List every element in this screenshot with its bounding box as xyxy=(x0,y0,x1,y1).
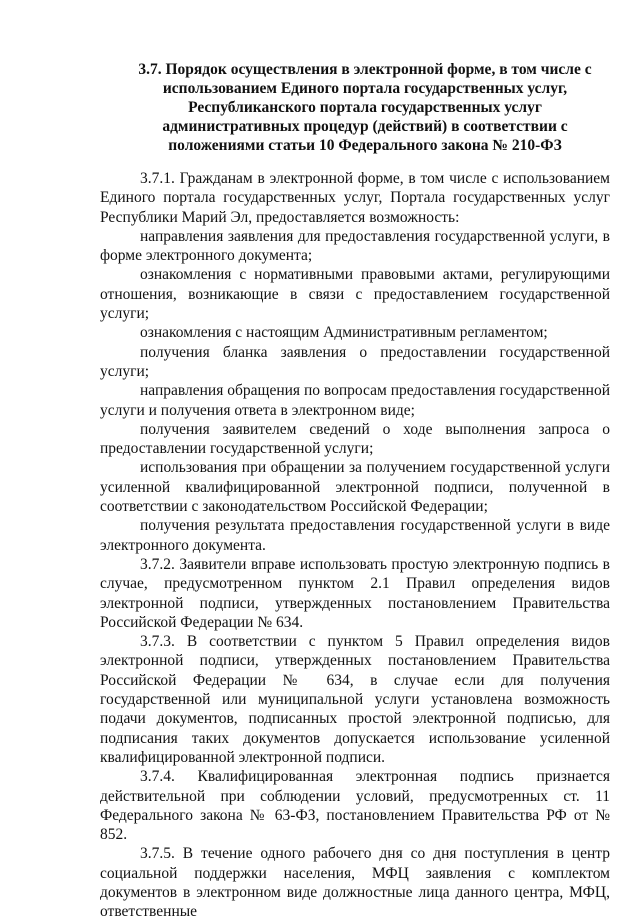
paragraph-3-7-1: 3.7.1. Гражданам в электронной форме, в том числе с использованием Единого портала государственных услуг, Портала государственных услуг Республики Марий Эл, предоставляется возможность: xyxy=(100,170,610,226)
paragraph-3-7-4: 3.7.4. Квалифицированная электронная подпись признается действительной при соблюдении условий, предусмотренных ст. 11 Федерального закона № 63-ФЗ, постановлением Правительства РФ от № 852. xyxy=(100,768,610,844)
list-item: направления обращения по вопросам предоставления государственной услуги и получения ответа в электронном виде; xyxy=(100,382,610,419)
section-body xyxy=(100,169,610,922)
paragraph-3-7-2: 3.7.2. Заявители вправе использовать простую электронную подпись в случае, предусмотренном пунктом 2.1 Правил определения видов электронной подписи, утвержденных постановлением Правительства Российской Федерации № 634. xyxy=(100,555,610,631)
list-item: использования при обращении за получением государственной услуги усиленной квалифицированной электронной подписи, полученной в соответствии с законодательством Российской Федерации; xyxy=(100,459,610,516)
list-item: получения заявителем сведений о ходе выполнения запроса о предоставлении государственной услуги; xyxy=(100,420,610,458)
list-item: ознакомления с нормативными правовыми актами, регулирующими отношения, возникающие в связи с предоставлением государственной услуги; xyxy=(100,266,610,323)
section-heading: 3.7. Порядок осуществления в электронной форме, в том числе с использованием Единого портала государственных услуг, Республиканского портала государственных услуг административных процедур (действий) в соответствии с положениями статьи 10 Федерального закона № 210-ФЗ xyxy=(138,61,592,154)
list-item: получения результата предоставления государственной услуги в виде электронного документа. xyxy=(100,517,610,554)
paragraph-3-7-3: 3.7.3. В соответствии с пунктом 5 Правил определения видов электронной подписи, утвержденных постановлением Правительства Российской Федерации № 634, в случае если для получения государственной или муниципальной услуги установлена возможность подачи документов, подписанных простой электронной подписью, для подписания таких документов допускается использование усиленной квалифицированной электронной подписи. xyxy=(100,633,610,766)
list-item: ознакомления с настоящим Административным регламентом; xyxy=(140,324,548,342)
list-item: направления заявления для предоставления государственной услуги, в форме электронного документа; xyxy=(100,227,610,265)
list-item: получения бланка заявления о предоставлении государственной услуги; xyxy=(100,343,610,380)
paragraph-3-7-5: 3.7.5. В течение одного рабочего дня со дня поступления в центр социальной поддержки населения, МФЦ заявления с комплектом документов в электронном виде должностные лица данного центра, МФЦ, ответственные xyxy=(100,845,610,921)
